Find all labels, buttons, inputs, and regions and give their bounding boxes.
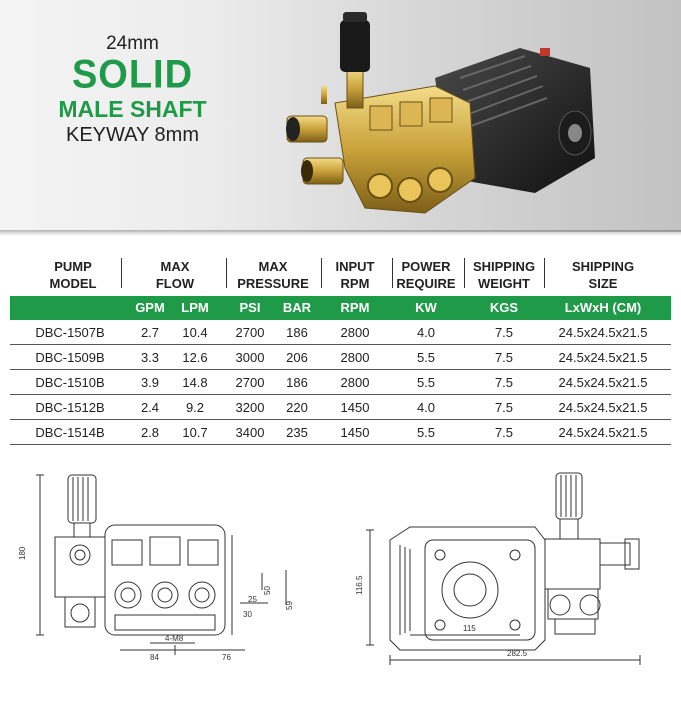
- cell-kw: 5.5: [416, 350, 436, 365]
- cell-kgs: 7.5: [494, 425, 514, 440]
- cell-lpm: 10.7: [182, 425, 208, 440]
- cell-kw: 5.5: [416, 425, 436, 440]
- cell-gpm: 2.4: [140, 400, 160, 415]
- cell-gpm: 2.8: [140, 425, 160, 440]
- dim-label: 180: [18, 546, 27, 560]
- product-banner: [0, 0, 681, 232]
- shaft-size-label: 24mm: [106, 33, 159, 54]
- cell-size: 24.5x24.5x21.5: [558, 400, 648, 415]
- cell-bar: 186: [286, 325, 308, 340]
- cell-bar: 186: [286, 375, 308, 390]
- cell-rpm: 2800: [340, 375, 370, 390]
- header-power-require: POWER REQUIRE: [396, 259, 456, 291]
- header-separator: [121, 258, 122, 288]
- header-max-pressure: MAX PRESSURE: [237, 259, 309, 291]
- keyway-label: KEYWAY 8mm: [66, 124, 199, 146]
- cell-psi: 3200: [235, 400, 265, 415]
- unit-kgs: KGS: [489, 300, 519, 315]
- header-separator: [392, 258, 393, 288]
- cell-model: DBC-1514B: [35, 425, 105, 440]
- unit-bar: BAR: [282, 300, 312, 315]
- cell-gpm: 2.7: [140, 325, 160, 340]
- dim-label: 25: [248, 595, 257, 604]
- cell-kgs: 7.5: [494, 400, 514, 415]
- cell-kgs: 7.5: [494, 325, 514, 340]
- unit-lpm: LPM: [181, 300, 209, 315]
- cell-gpm: 3.3: [140, 350, 160, 365]
- dim-label: 59: [285, 601, 294, 610]
- header-shipping-size: SHIPPING SIZE: [571, 259, 635, 291]
- dim-label: 4-M8: [165, 634, 184, 643]
- unit-psi: PSI: [239, 300, 261, 315]
- cell-gpm: 3.9: [140, 375, 160, 390]
- dim-label: 116.5: [355, 575, 364, 595]
- dim-label: 50: [263, 586, 272, 595]
- cell-lpm: 12.6: [182, 350, 208, 365]
- cell-size: 24.5x24.5x21.5: [558, 425, 648, 440]
- cell-bar: 206: [286, 350, 308, 365]
- front-view-drawing: [36, 475, 286, 655]
- cell-model: DBC-1509B: [35, 350, 105, 365]
- row-divider: [10, 419, 671, 420]
- cell-model: DBC-1510B: [35, 375, 105, 390]
- solid-title: SOLID: [71, 52, 194, 98]
- technical-drawings: [0, 455, 681, 705]
- side-view-drawing: [366, 473, 640, 665]
- cell-psi: 2700: [235, 375, 265, 390]
- banner-shadow: [0, 230, 681, 236]
- cell-kw: 5.5: [416, 375, 436, 390]
- cell-size: 24.5x24.5x21.5: [558, 325, 648, 340]
- dim-label: 30: [243, 610, 252, 619]
- cell-psi: 3000: [235, 350, 265, 365]
- unit-gpm: GPM: [135, 300, 165, 315]
- unit-size: LxWxH (CM): [564, 300, 642, 315]
- unit-rpm: RPM: [340, 300, 370, 315]
- row-divider: [10, 369, 671, 370]
- cell-bar: 235: [286, 425, 308, 440]
- cell-lpm: 14.8: [182, 375, 208, 390]
- row-divider: [10, 394, 671, 395]
- cell-rpm: 2800: [340, 350, 370, 365]
- cell-model: DBC-1512B: [35, 400, 105, 415]
- cell-size: 24.5x24.5x21.5: [558, 375, 648, 390]
- cell-psi: 3400: [235, 425, 265, 440]
- header-separator: [321, 258, 322, 288]
- cell-kgs: 7.5: [494, 350, 514, 365]
- row-divider: [10, 444, 671, 445]
- header-max-flow: MAX FLOW: [155, 259, 195, 291]
- dim-label: 282.5: [507, 649, 528, 658]
- cell-kgs: 7.5: [494, 375, 514, 390]
- header-separator: [464, 258, 465, 288]
- header-separator: [226, 258, 227, 288]
- cell-psi: 2700: [235, 325, 265, 340]
- cell-kw: 4.0: [416, 400, 436, 415]
- dim-label: 84: [150, 653, 159, 662]
- header-shipping-weight: SHIPPING WEIGHT: [472, 259, 536, 291]
- row-divider: [10, 344, 671, 345]
- cell-kw: 4.0: [416, 325, 436, 340]
- cell-lpm: 10.4: [182, 325, 208, 340]
- cell-model: DBC-1507B: [35, 325, 105, 340]
- cell-size: 24.5x24.5x21.5: [558, 350, 648, 365]
- header-input-rpm: INPUT RPM: [335, 259, 375, 291]
- cell-rpm: 2800: [340, 325, 370, 340]
- cell-rpm: 1450: [340, 425, 370, 440]
- dim-label: 76: [222, 653, 231, 662]
- cell-bar: 220: [286, 400, 308, 415]
- cell-lpm: 9.2: [185, 400, 205, 415]
- pump-product-image: [285, 8, 615, 226]
- dim-label: 115: [463, 624, 476, 633]
- header-pump-model: PUMP MODEL: [49, 259, 97, 291]
- unit-kw: KW: [415, 300, 437, 315]
- male-shaft-title: MALE SHAFT: [58, 96, 207, 122]
- cell-rpm: 1450: [340, 400, 370, 415]
- header-separator: [544, 258, 545, 288]
